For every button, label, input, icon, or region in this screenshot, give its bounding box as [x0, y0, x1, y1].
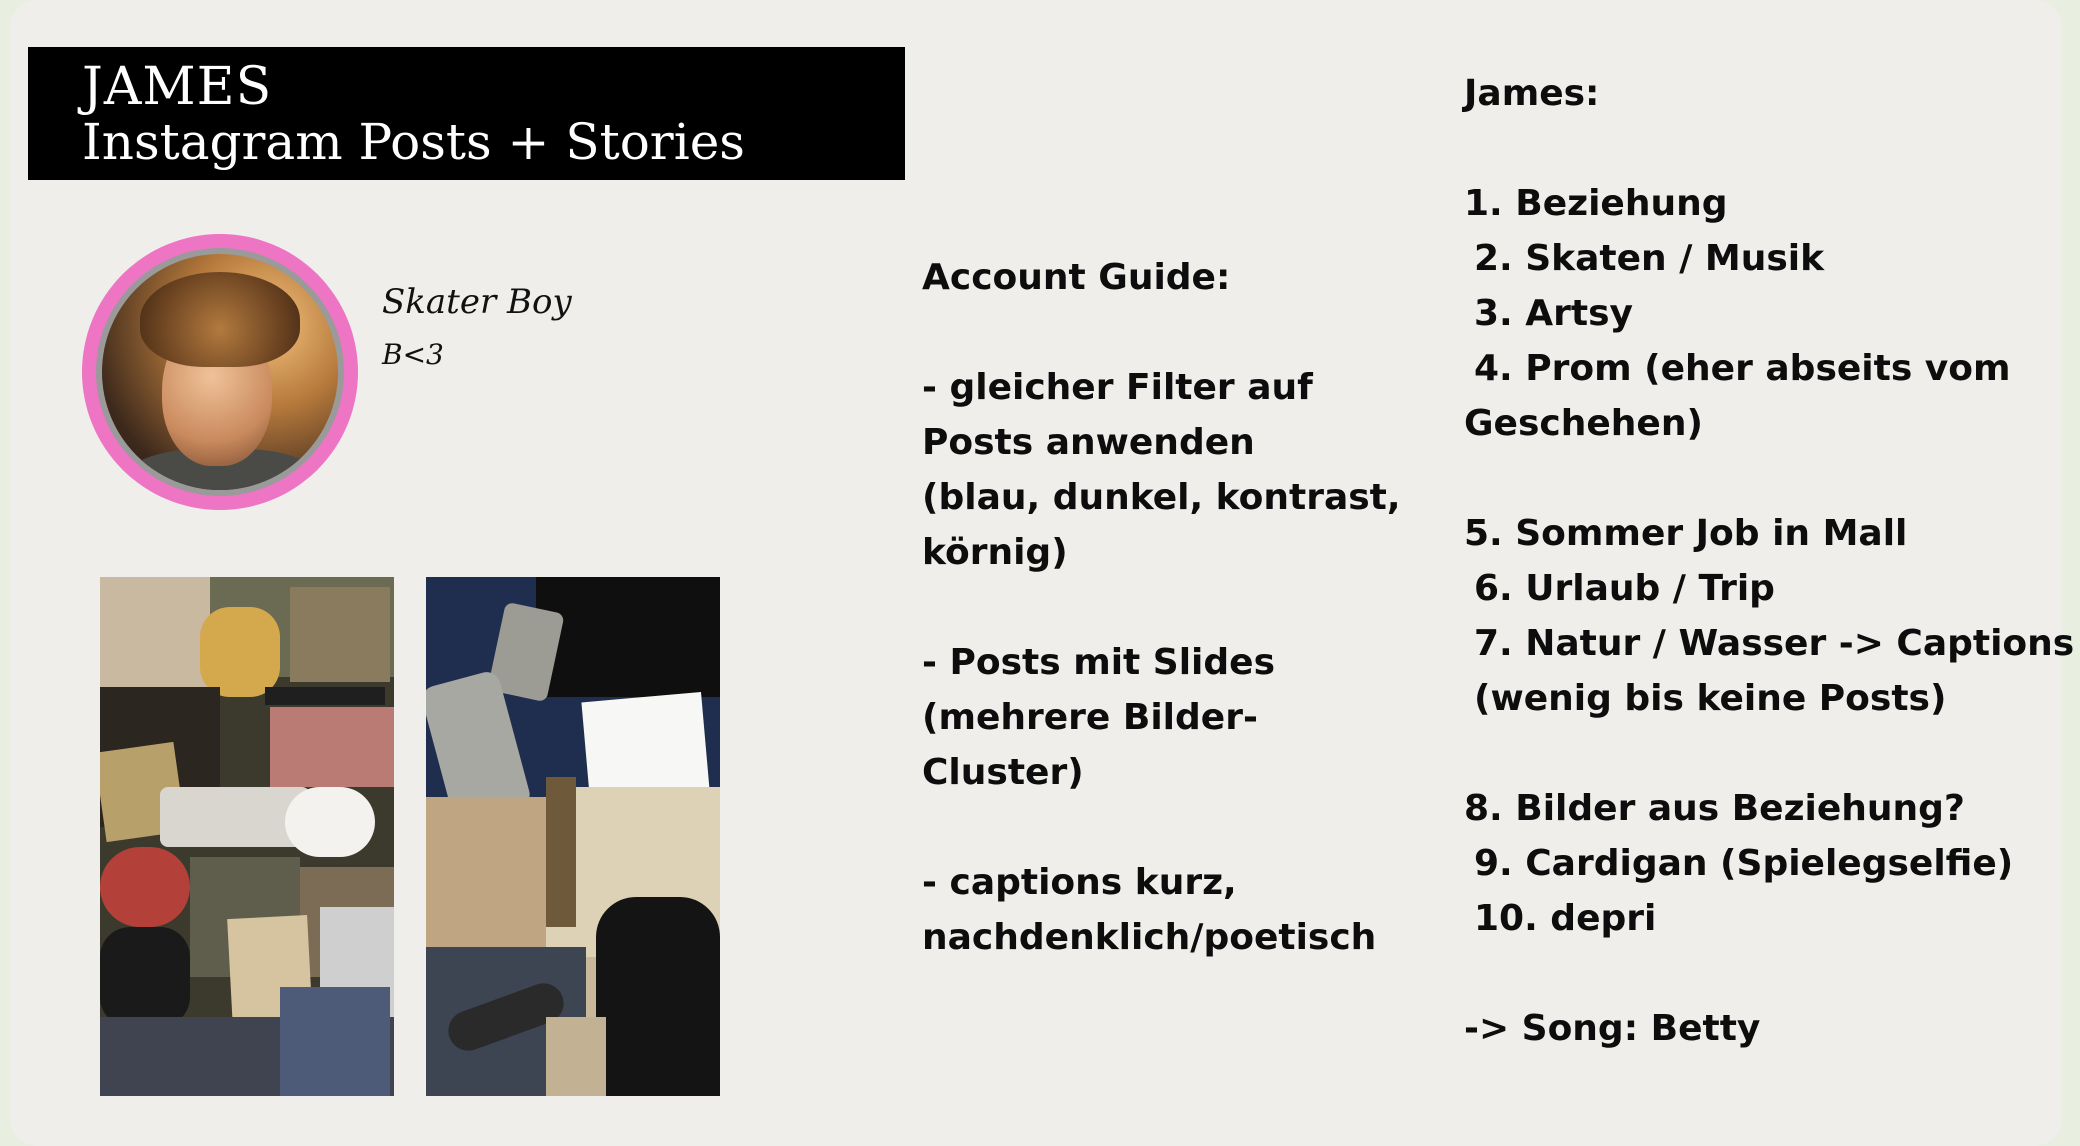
- james-list: [1464, 66, 2075, 1056]
- collage-image-2: [426, 577, 720, 1096]
- bio-line-2: B<3: [382, 338, 444, 371]
- guide-line: körnig): [922, 532, 1068, 573]
- guide-line: - gleicher Filter auf: [922, 367, 1313, 408]
- account-guide: [922, 250, 1422, 965]
- list-item: 1. Beziehung: [1464, 183, 1728, 224]
- list-item: 7. Natur / Wasser -> Captions: [1474, 623, 2075, 664]
- list-item: 4. Prom (eher abseits vom: [1474, 348, 2011, 389]
- title-bar: [28, 47, 905, 180]
- avatar-photo: [102, 254, 338, 490]
- slide: [10, 0, 2075, 1146]
- profile-avatar: [82, 234, 358, 510]
- list-item: 6. Urlaub / Trip: [1474, 568, 1775, 609]
- collage-image-1: [100, 577, 394, 1096]
- list-item: 3. Artsy: [1474, 293, 1633, 334]
- list-item: 8. Bilder aus Beziehung?: [1464, 788, 1965, 829]
- guide-line: - Posts mit Slides: [922, 642, 1276, 683]
- bio-line-1: Skater Boy: [382, 282, 572, 322]
- guide-line: Posts anwenden: [922, 422, 1255, 463]
- guide-line: (mehrere Bilder-: [922, 697, 1258, 738]
- account-guide-heading: Account Guide:: [922, 257, 1231, 298]
- guide-line: Cluster): [922, 752, 1084, 793]
- title-name: JAMES: [82, 57, 273, 117]
- song-line: -> Song: Betty: [1464, 1008, 1761, 1049]
- list-item: (wenig bis keine Posts): [1474, 678, 1947, 719]
- list-item: Geschehen): [1464, 403, 1703, 444]
- title-subtitle: Instagram Posts + Stories: [82, 113, 745, 171]
- list-item: 5. Sommer Job in Mall: [1464, 513, 1908, 554]
- list-item: 10. depri: [1474, 898, 1657, 939]
- guide-line: - captions kurz,: [922, 862, 1237, 903]
- list-item: 2. Skaten / Musik: [1474, 238, 1825, 279]
- guide-line: nachdenklich/poetisch: [922, 917, 1377, 958]
- guide-line: (blau, dunkel, kontrast,: [922, 477, 1401, 518]
- james-list-heading: James:: [1464, 73, 1600, 114]
- list-item: 9. Cardigan (Spielegselfie): [1474, 843, 2014, 884]
